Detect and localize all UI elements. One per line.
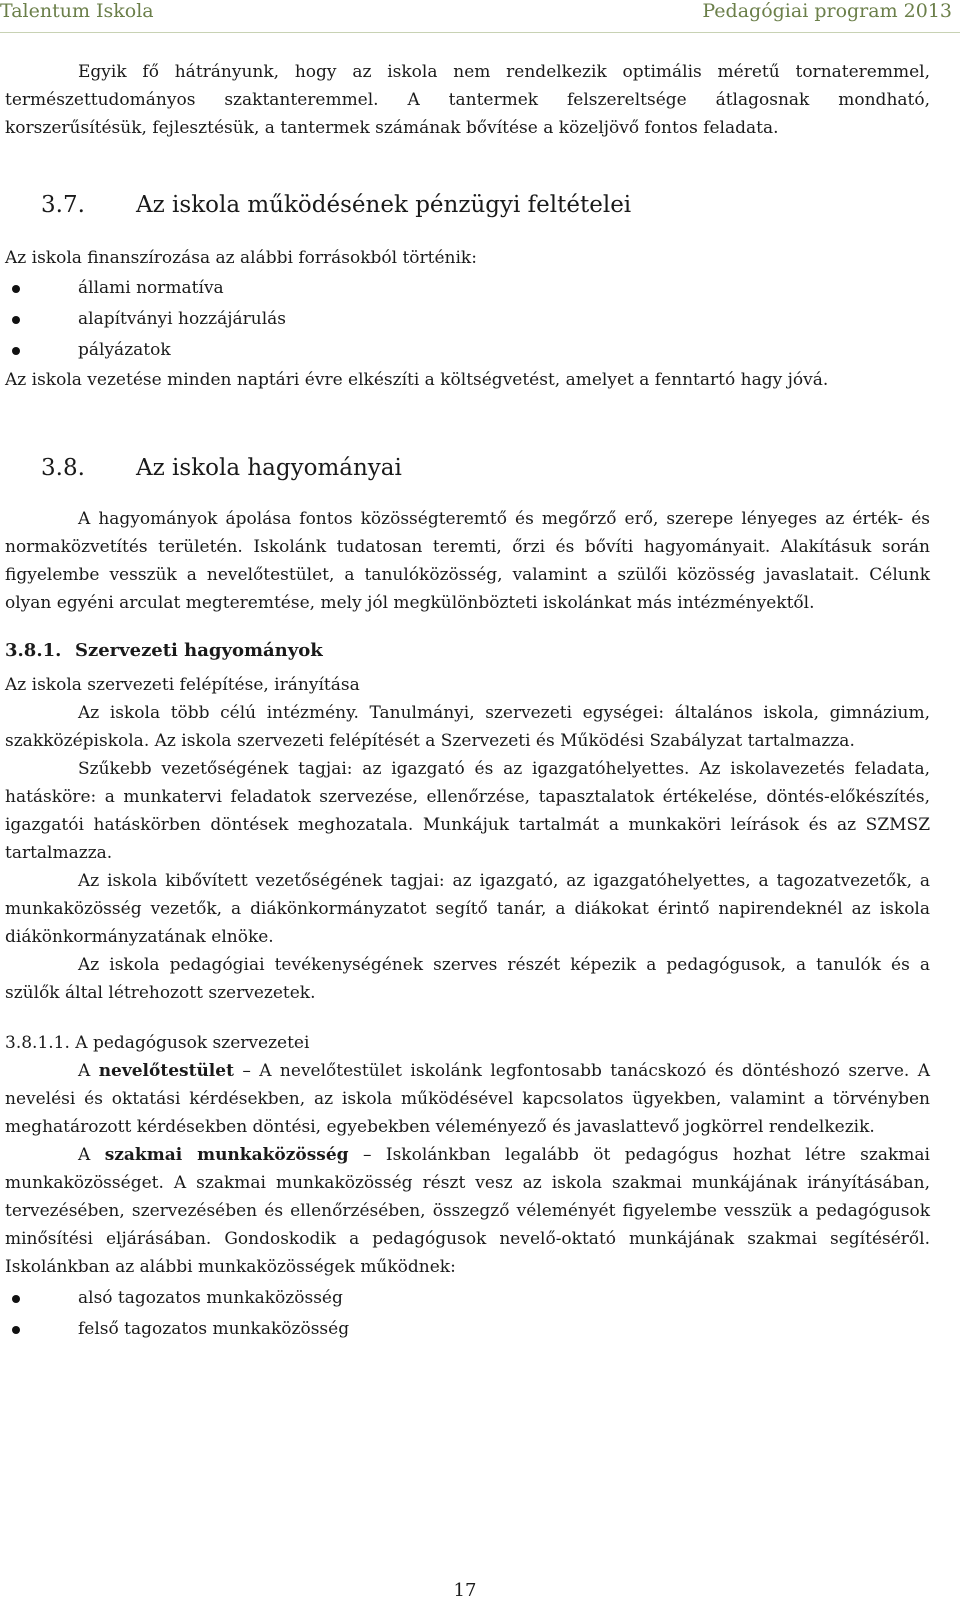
- finance-sources-list: [5, 273, 930, 366]
- bullet-icon: [12, 316, 20, 324]
- section-3-7-number: 3.7.: [41, 192, 85, 218]
- section-3-8-1-number: 3.8.1.: [5, 640, 62, 661]
- section-3-8-1-heading: [5, 637, 930, 665]
- nevelotestulet-term: nevelőtestület: [98, 1061, 234, 1081]
- section-3-8-1-1-number: 3.8.1.1.: [5, 1033, 70, 1053]
- finance-intro: Az iskola finanszírozása az alábbi forrásokból történik:: [5, 248, 477, 268]
- page-content: [5, 58, 930, 1345]
- intro-paragraph: Egyik fő hátrányunk, hogy az iskola nem rendelkezik optimális méretű tornateremmel, természettudományos szaktanteremmel. A tantermek felszereltsége átlagosnak mondható, korszerűsítésük, fejlesztésük, a tantermek számának bővítése a közeljövő fontos feladata.: [5, 62, 930, 138]
- section-3-7-title: Az iskola működésének pénzügyi feltételei: [136, 192, 632, 218]
- section-3-7-heading: [5, 189, 930, 221]
- header-school-name: Talentum Iskola: [0, 0, 154, 22]
- section-3-8-title: Az iskola hagyományai: [136, 455, 402, 481]
- org-paragraph-4: Az iskola pedagógiai tevékenységének szerves részét képezik a pedagógusok, a tanulók és a szülők által létrehozott szervezetek.: [5, 955, 930, 1003]
- org-structure-title: Az iskola szervezeti felépítése, irányítása: [5, 675, 360, 695]
- section-3-8-1-title: Szervezeti hagyományok: [75, 640, 323, 661]
- org-paragraph-3: Az iskola kibővített vezetőségének tagjai: az igazgató, az igazgatóhelyettes, a tagozatvezetők, a munkaközösség vezetők, a diákönkormányzatot segítő tanár, a diákokat érintő napirendeknél az iskola diákönkormányzatának elnöke.: [5, 871, 930, 947]
- traditions-paragraph: A hagyományok ápolása fontos közösségteremtő és megőrző erő, szerepe lényeges az érték- és normaközvetítés területén. Iskolánk tudatosan teremti, őrzi és bővíti hagyományait. Alakításuk során figyelembe vesszük a nevelőtestület, a tanulóközösség, valamint a szülői közösség javaslatait. Célunk olyan egyéni arculat megteremtése, mely jól megkülönbözteti iskolánkat más intézményektől.: [5, 509, 930, 613]
- bullet-icon: [12, 285, 20, 293]
- header-document-title: Pedagógiai program 2013: [702, 0, 952, 22]
- list-item: állami normatíva: [5, 273, 930, 304]
- list-item: alsó tagozatos munkaközösség: [5, 1283, 930, 1314]
- section-3-8-heading: [5, 452, 930, 484]
- section-3-8-1-1-title: A pedagógusok szervezetei: [75, 1033, 310, 1053]
- bullet-icon: [12, 1295, 20, 1303]
- munkakozosseg-paragraph: A szakmai munkaközösség – Iskolánkban legalább öt pedagógus hozhat létre szakmai munkaközösséget. A szakmai munkaközösség részt vesz az iskola szakmai munkájának irányításában, tervezésében, szervezésében és ellenőrzésében, összegző véleményét figyelembe vesszük a pedagógusok minősítési eljárásában. Gondoskodik a pedagógusok nevelő-oktató munkájának szakmai segítéséről. Iskolánkban az alábbi munkaközösségek működnek:: [5, 1145, 930, 1277]
- header-rule: [0, 32, 960, 33]
- org-paragraph-2: Szűkebb vezetőségének tagjai: az igazgató és az igazgatóhelyettes. Az iskolavezetés feladata, hatásköre: a munkatervi feladatok szervezése, ellenőrzése, tapasztalatok értékelése, döntés-előkészítés, igazgatói hatáskörben döntések meghozatala. Munkájuk tartalmát a munkaköri leírások és az SZMSZ tartalmazza.: [5, 759, 930, 863]
- munkakozosseg-term: szakmai munkaközösség: [104, 1145, 349, 1165]
- nevelotestulet-paragraph: A nevelőtestület – A nevelőtestület iskolánk legfontosabb tanácskozó és döntéshozó szerve. A nevelési és oktatási kérdésekben, az iskola működésével kapcsolatos ügyekben, valamint a törvényben meghatározott kérdésekben döntési, egyebekben véleményező és javaslattevő jogkörrel rendelkezik.: [5, 1061, 930, 1137]
- page-number: 17: [453, 1580, 477, 1601]
- list-item: felső tagozatos munkaközösség: [5, 1314, 930, 1345]
- section-3-8-1-1-heading: [5, 1029, 930, 1057]
- section-3-8-number: 3.8.: [41, 455, 85, 481]
- bullet-icon: [12, 1326, 20, 1334]
- list-item: pályázatok: [5, 335, 930, 366]
- list-item: alapítványi hozzájárulás: [5, 304, 930, 335]
- page-header: [0, 0, 960, 36]
- bullet-icon: [12, 347, 20, 355]
- finance-closing: Az iskola vezetése minden naptári évre elkészíti a költségvetést, amelyet a fenntartó hagy jóvá.: [5, 370, 829, 390]
- work-communities-list: [5, 1283, 930, 1345]
- org-paragraph-1: Az iskola több célú intézmény. Tanulmányi, szervezeti egységei: általános iskola, gimnázium, szakközépiskola. Az iskola szervezeti felépítését a Szervezeti és Működési Szabályzat tartalmazza.: [5, 703, 930, 751]
